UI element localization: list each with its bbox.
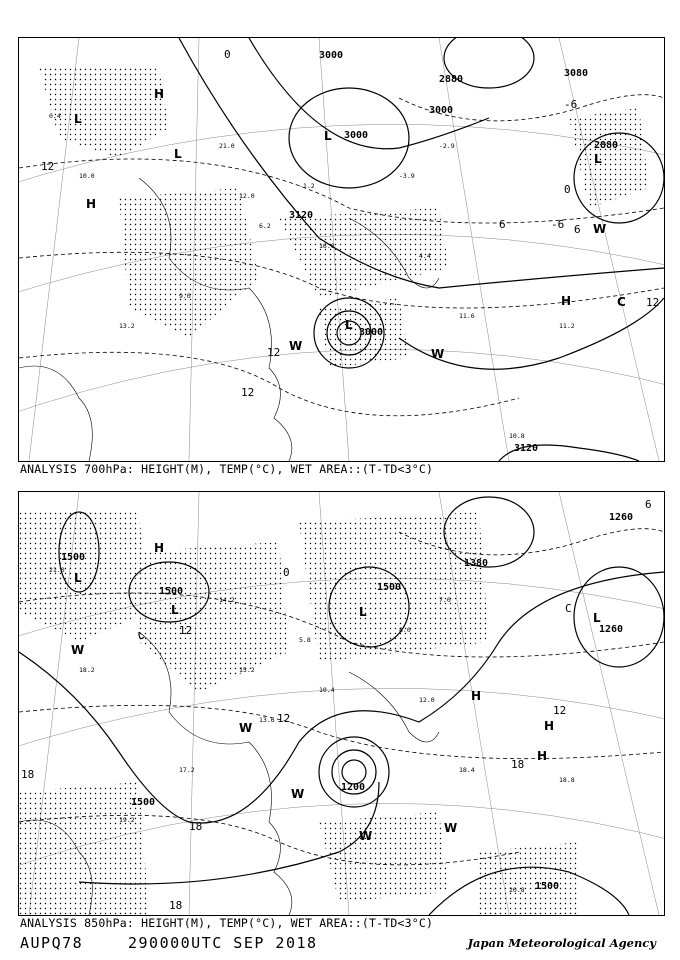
height-label: 3000 — [429, 105, 454, 116]
svg-text:18: 18 — [189, 820, 203, 833]
svg-text:16.0: 16.0 — [319, 242, 335, 250]
svg-text:8.0: 8.0 — [399, 626, 411, 634]
svg-text:6: 6 — [645, 498, 652, 511]
svg-text:17.2: 17.2 — [179, 766, 195, 774]
svg-text:12: 12 — [646, 296, 660, 309]
svg-text:4.4: 4.4 — [419, 252, 431, 260]
svg-text:10.0: 10.0 — [79, 172, 95, 180]
height-label: 3080 — [564, 68, 589, 79]
svg-text:14.2: 14.2 — [219, 596, 235, 604]
svg-text:W: W — [444, 821, 458, 835]
svg-text:12: 12 — [553, 704, 567, 717]
svg-text:18: 18 — [511, 758, 525, 771]
svg-text:L: L — [171, 603, 179, 617]
svg-text:1260: 1260 — [609, 512, 634, 523]
map-panel-700hpa — [18, 37, 665, 462]
svg-text:1500: 1500 — [159, 586, 184, 597]
caption-700hpa: ANALYSIS 700hPa: HEIGHT(M), TEMP(°C), WET AREA::(T-TD<3°C) — [20, 462, 434, 476]
svg-text:L: L — [593, 611, 601, 625]
height-label: 3000 — [319, 50, 344, 61]
svg-text:L: L — [324, 129, 332, 143]
svg-text:L: L — [74, 112, 82, 126]
svg-text:12: 12 — [179, 624, 193, 637]
svg-text:6.2: 6.2 — [259, 222, 271, 230]
svg-text:H: H — [471, 689, 482, 703]
agency-name: Japan Meteorological Agency — [467, 936, 656, 950]
svg-text:18.8: 18.8 — [559, 776, 575, 784]
svg-text:H: H — [86, 197, 97, 211]
svg-text:18: 18 — [169, 899, 183, 912]
svg-text:21.0: 21.0 — [49, 566, 65, 574]
svg-text:15.2: 15.2 — [239, 666, 255, 674]
svg-text:W: W — [71, 643, 85, 657]
svg-text:12: 12 — [241, 386, 255, 399]
svg-text:20.8: 20.8 — [509, 886, 525, 894]
svg-text:7.0: 7.0 — [439, 596, 451, 604]
valid-time: 290000UTC SEP 2018 — [128, 934, 318, 952]
svg-text:W: W — [593, 222, 607, 236]
svg-text:18.4: 18.4 — [459, 766, 475, 774]
svg-text:10.4: 10.4 — [319, 686, 335, 694]
svg-text:21.0: 21.0 — [219, 142, 235, 150]
weather-map-850hpa — [19, 492, 664, 915]
svg-text:L: L — [74, 571, 82, 585]
svg-text:L: L — [594, 152, 602, 166]
svg-text:10.8: 10.8 — [509, 432, 525, 440]
svg-text:L: L — [359, 605, 367, 619]
svg-text:1260: 1260 — [599, 624, 624, 635]
svg-text:13.2: 13.2 — [119, 322, 135, 330]
svg-text:1500: 1500 — [535, 881, 560, 892]
svg-text:W: W — [431, 347, 445, 361]
svg-text:H: H — [154, 87, 165, 101]
svg-text:11.6: 11.6 — [459, 312, 475, 320]
svg-text:-2.9: -2.9 — [439, 142, 455, 150]
svg-text:1380: 1380 — [464, 558, 489, 569]
bulletin-id: AUPQ78 — [20, 934, 84, 952]
svg-text:-3.9: -3.9 — [399, 172, 415, 180]
svg-text:12.0: 12.0 — [419, 696, 435, 704]
height-label: 3120 — [514, 443, 539, 454]
map-panel-850hpa — [18, 491, 665, 916]
svg-text:0: 0 — [564, 183, 571, 196]
svg-text:1200: 1200 — [341, 782, 366, 793]
svg-text:11.2: 11.2 — [559, 322, 575, 330]
svg-text:18.2: 18.2 — [79, 666, 95, 674]
svg-text:H: H — [544, 719, 555, 733]
svg-text:L: L — [345, 318, 353, 332]
svg-text:12: 12 — [267, 346, 281, 359]
wet-areas — [19, 512, 579, 915]
height-label: 3000 — [359, 327, 384, 338]
svg-text:0: 0 — [224, 48, 231, 61]
height-label: 2880 — [594, 140, 619, 151]
svg-text:0: 0 — [283, 566, 290, 579]
svg-text:18: 18 — [21, 768, 35, 781]
svg-text:-1.2: -1.2 — [299, 182, 315, 190]
height-label: 2880 — [439, 74, 464, 85]
svg-text:W: W — [289, 339, 303, 353]
svg-text:12.0: 12.0 — [239, 192, 255, 200]
svg-text:1500: 1500 — [377, 582, 402, 593]
svg-text:12: 12 — [41, 160, 55, 173]
svg-text:9.0: 9.0 — [179, 292, 191, 300]
caption-850hpa: ANALYSIS 850hPa: HEIGHT(M), TEMP(°C), WET AREA::(T-TD<3°C) — [20, 916, 434, 930]
height-label: 3000 — [344, 130, 369, 141]
svg-text:6: 6 — [499, 218, 506, 231]
svg-text:C: C — [565, 602, 572, 615]
svg-text:W: W — [359, 829, 373, 843]
svg-text:H: H — [561, 294, 572, 308]
svg-text:0.4: 0.4 — [49, 112, 61, 120]
weather-map-700hpa — [19, 38, 664, 461]
height-label: 3120 — [289, 210, 314, 221]
svg-text:13.6: 13.6 — [259, 716, 275, 724]
svg-text:W: W — [291, 787, 305, 801]
svg-text:L: L — [174, 147, 182, 161]
svg-text:5.8: 5.8 — [299, 636, 311, 644]
svg-text:12: 12 — [277, 712, 291, 725]
svg-text:H: H — [537, 749, 548, 763]
svg-text:-6: -6 — [551, 218, 565, 231]
svg-text:-6: -6 — [564, 98, 578, 111]
svg-text:W: W — [239, 721, 253, 735]
svg-text:19.2: 19.2 — [119, 816, 135, 824]
svg-text:1500: 1500 — [61, 552, 86, 563]
svg-text:1500: 1500 — [131, 797, 156, 808]
svg-text:6: 6 — [574, 223, 581, 236]
svg-text:C: C — [617, 295, 626, 309]
svg-text:H: H — [154, 541, 165, 555]
